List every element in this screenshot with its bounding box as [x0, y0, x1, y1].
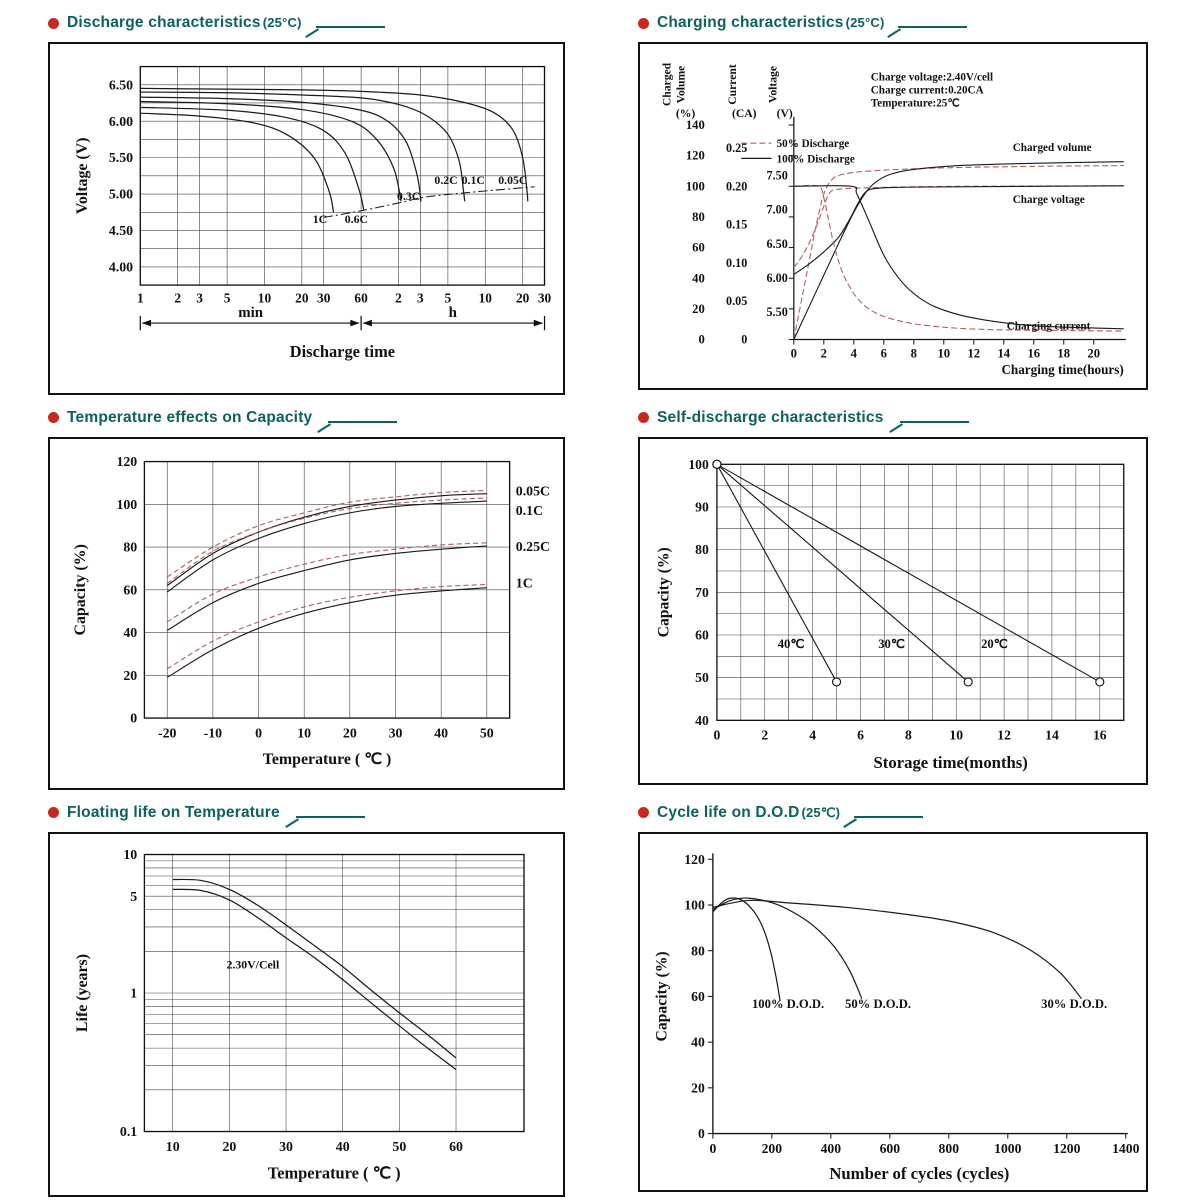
- svg-text:0.15: 0.15: [726, 217, 748, 232]
- svg-text:2: 2: [395, 290, 402, 306]
- header-rule-icon: [891, 410, 969, 426]
- svg-text:16: 16: [1092, 727, 1107, 743]
- title-suffix: (25°C): [845, 15, 885, 30]
- title-text: Discharge characteristics: [67, 14, 261, 31]
- svg-text:Capacity (%): Capacity (%): [655, 547, 673, 638]
- svg-text:100: 100: [116, 496, 138, 512]
- svg-text:60: 60: [692, 240, 705, 255]
- svg-text:Charge voltage:2.40V/cell: Charge voltage:2.40V/cell: [870, 71, 994, 84]
- svg-text:7.50: 7.50: [766, 168, 788, 183]
- svg-text:0: 0: [709, 1140, 717, 1156]
- svg-text:12: 12: [997, 727, 1011, 743]
- section-title-floating-life: [67, 804, 282, 822]
- cycle-life-chart-frame: [638, 832, 1148, 1192]
- section-title-self-discharge: [657, 409, 886, 427]
- section-header-temp-capacity: [48, 403, 565, 433]
- svg-text:12: 12: [967, 346, 981, 361]
- svg-text:10: 10: [257, 290, 272, 306]
- svg-text:3: 3: [196, 290, 203, 306]
- red-bullet-icon: [638, 807, 649, 818]
- section-header-cycle-life: [638, 798, 1148, 828]
- svg-text:1C: 1C: [312, 212, 328, 227]
- section-title-temp-capacity: [67, 409, 314, 427]
- svg-text:20: 20: [515, 290, 530, 306]
- svg-text:1400: 1400: [1112, 1140, 1140, 1156]
- svg-text:20: 20: [295, 290, 309, 306]
- svg-text:70: 70: [695, 584, 709, 600]
- svg-text:60: 60: [449, 1138, 463, 1154]
- svg-text:Charging time(hours): Charging time(hours): [1001, 361, 1124, 377]
- self-discharge-chart: [640, 439, 1146, 783]
- svg-text:4: 4: [850, 346, 857, 361]
- title-text: Charging characteristics: [657, 14, 844, 31]
- discharge-characteristics-chart: [50, 44, 563, 393]
- svg-text:Temperature ( ℃ ): Temperature ( ℃ ): [267, 1163, 401, 1183]
- svg-text:200: 200: [761, 1140, 783, 1156]
- charts-grid: [48, 8, 1150, 1197]
- svg-text:10: 10: [937, 346, 951, 361]
- svg-text:Temperature:25℃: Temperature:25℃: [870, 97, 960, 110]
- svg-text:4: 4: [809, 727, 817, 743]
- svg-text:Temperature ( ℃ ): Temperature ( ℃ ): [262, 751, 392, 769]
- svg-text:5: 5: [130, 888, 138, 904]
- self-discharge-chart-frame: [638, 437, 1148, 785]
- svg-text:50: 50: [695, 670, 709, 686]
- header-rule-icon: [889, 15, 967, 31]
- svg-text:800: 800: [938, 1140, 960, 1156]
- svg-text:20: 20: [1087, 346, 1101, 361]
- svg-text:Charged: Charged: [660, 62, 674, 107]
- svg-text:5: 5: [444, 290, 452, 306]
- svg-text:50% D.O.D.: 50% D.O.D.: [845, 996, 911, 1011]
- temp-capacity-chart-frame: [48, 437, 565, 790]
- svg-text:80: 80: [691, 942, 705, 958]
- svg-text:100: 100: [684, 897, 705, 913]
- svg-text:0: 0: [698, 332, 705, 347]
- svg-text:50: 50: [392, 1138, 407, 1154]
- svg-text:10: 10: [123, 846, 138, 862]
- header-rule-icon: [845, 805, 923, 821]
- svg-text:80: 80: [692, 209, 705, 224]
- svg-text:0.05C: 0.05C: [515, 483, 551, 499]
- red-bullet-icon: [48, 807, 59, 818]
- header-rule-icon: [287, 805, 365, 821]
- section-charging: [638, 8, 1148, 395]
- svg-text:90: 90: [695, 499, 709, 515]
- section-cycle-life: [638, 798, 1148, 1197]
- svg-text:Charged volume: Charged volume: [1012, 142, 1092, 155]
- svg-text:2.30V/Cell: 2.30V/Cell: [226, 957, 280, 972]
- svg-text:0.05C: 0.05C: [498, 172, 528, 187]
- svg-text:40: 40: [123, 625, 138, 641]
- floating-life-chart-frame: [48, 832, 565, 1197]
- svg-text:1000: 1000: [994, 1140, 1022, 1156]
- title-text: Floating life on Temperature: [67, 803, 280, 821]
- svg-text:60: 60: [695, 627, 709, 643]
- svg-text:16: 16: [1027, 346, 1041, 361]
- section-temp-capacity: [48, 403, 565, 790]
- section-floating-life: [48, 798, 565, 1197]
- svg-text:Volume: Volume: [674, 65, 688, 104]
- svg-text:Charging current: Charging current: [1006, 320, 1091, 333]
- svg-text:10: 10: [297, 725, 312, 741]
- svg-text:30: 30: [388, 725, 403, 741]
- svg-text:Storage time(months): Storage time(months): [873, 752, 1028, 772]
- svg-text:0.1: 0.1: [119, 1123, 138, 1139]
- svg-text:0: 0: [713, 727, 721, 743]
- svg-text:4.00: 4.00: [108, 259, 134, 275]
- svg-text:Capacity (%): Capacity (%): [71, 543, 89, 636]
- cycle-life-chart: [640, 834, 1146, 1190]
- svg-text:0.3C: 0.3C: [397, 188, 421, 203]
- svg-text:(CA): (CA): [731, 106, 757, 120]
- svg-text:6.00: 6.00: [766, 270, 788, 285]
- section-discharge: [48, 8, 565, 395]
- header-rule-icon: [307, 15, 385, 31]
- section-title-charging: [657, 14, 884, 32]
- svg-text:40: 40: [691, 1034, 705, 1050]
- section-header-floating-life: [48, 798, 565, 828]
- svg-text:20: 20: [691, 1080, 705, 1096]
- svg-text:30% D.O.D.: 30% D.O.D.: [1041, 996, 1108, 1011]
- svg-text:5.00: 5.00: [108, 186, 134, 202]
- svg-text:Charge voltage: Charge voltage: [1012, 193, 1085, 206]
- svg-text:60: 60: [354, 290, 368, 306]
- svg-text:8: 8: [904, 727, 912, 743]
- svg-text:2: 2: [174, 290, 182, 306]
- temperature-capacity-chart: [50, 439, 563, 788]
- title-text: Self-discharge characteristics: [657, 408, 884, 426]
- svg-text:20℃: 20℃: [981, 636, 1008, 651]
- floating-life-chart: [50, 834, 563, 1195]
- svg-text:0.6C: 0.6C: [344, 212, 369, 227]
- svg-text:80: 80: [695, 542, 709, 558]
- svg-text:100: 100: [685, 179, 705, 194]
- section-header-charging: [638, 8, 1148, 38]
- svg-text:Discharge time: Discharge time: [289, 341, 396, 361]
- svg-text:120: 120: [684, 851, 705, 867]
- svg-text:Life (years): Life (years): [73, 953, 91, 1032]
- svg-text:600: 600: [879, 1140, 901, 1156]
- section-header-discharge: [48, 8, 565, 38]
- svg-text:3: 3: [417, 290, 424, 306]
- svg-text:20: 20: [342, 725, 357, 741]
- svg-text:-20: -20: [157, 725, 177, 741]
- svg-text:6.00: 6.00: [108, 113, 134, 129]
- svg-text:14: 14: [1045, 727, 1059, 743]
- svg-text:Voltage (V): Voltage (V): [73, 137, 91, 215]
- svg-text:(%): (%): [675, 106, 696, 120]
- svg-text:0.1C: 0.1C: [461, 172, 485, 187]
- svg-text:Number of cycles (cycles): Number of cycles (cycles): [829, 1163, 1010, 1183]
- red-bullet-icon: [638, 18, 649, 29]
- svg-text:30: 30: [317, 290, 331, 306]
- svg-text:Current: Current: [726, 64, 740, 105]
- red-bullet-icon: [48, 18, 59, 29]
- svg-text:0: 0: [741, 332, 748, 347]
- svg-text:0: 0: [697, 1125, 705, 1141]
- svg-text:1C: 1C: [515, 575, 533, 591]
- svg-text:10: 10: [165, 1138, 180, 1154]
- svg-text:Charge current:0.20CA: Charge current:0.20CA: [870, 84, 984, 97]
- svg-text:10: 10: [478, 290, 492, 306]
- svg-text:0.2C: 0.2C: [434, 172, 458, 187]
- svg-text:18: 18: [1057, 346, 1071, 361]
- svg-text:-10: -10: [203, 725, 223, 741]
- red-bullet-icon: [48, 412, 59, 423]
- svg-text:40: 40: [335, 1138, 350, 1154]
- svg-text:0.25C: 0.25C: [515, 539, 551, 555]
- header-rule-icon: [319, 410, 397, 426]
- svg-text:120: 120: [116, 454, 138, 470]
- svg-text:100% Discharge: 100% Discharge: [776, 153, 855, 166]
- svg-text:20: 20: [222, 1138, 237, 1154]
- svg-text:6: 6: [857, 727, 864, 743]
- svg-text:60: 60: [123, 582, 138, 598]
- discharge-chart-frame: [48, 42, 565, 395]
- svg-text:10: 10: [949, 727, 964, 743]
- charging-chart-frame: [638, 42, 1148, 390]
- svg-text:min: min: [238, 304, 264, 321]
- svg-text:40: 40: [692, 271, 705, 286]
- svg-text:4.50: 4.50: [108, 223, 134, 239]
- svg-text:5: 5: [223, 290, 231, 306]
- svg-text:140: 140: [685, 118, 705, 133]
- title-text: Cycle life on D.O.D: [657, 803, 800, 821]
- svg-text:6: 6: [880, 346, 887, 361]
- section-title-discharge: [67, 14, 302, 32]
- red-bullet-icon: [638, 412, 649, 423]
- svg-text:80: 80: [123, 539, 138, 555]
- svg-text:Capacity (%): Capacity (%): [653, 951, 671, 1042]
- svg-text:120: 120: [685, 148, 705, 163]
- svg-text:(V): (V): [776, 106, 793, 120]
- svg-text:50% Discharge: 50% Discharge: [776, 138, 850, 151]
- svg-text:0.10: 0.10: [726, 255, 748, 270]
- title-suffix: (25℃): [801, 804, 841, 820]
- svg-text:1200: 1200: [1053, 1140, 1081, 1156]
- section-title-cycle-life: [657, 804, 840, 822]
- svg-text:0.1C: 0.1C: [515, 502, 544, 518]
- svg-text:2: 2: [761, 727, 769, 743]
- svg-text:30℃: 30℃: [878, 636, 906, 651]
- svg-text:14: 14: [997, 346, 1011, 361]
- svg-text:40: 40: [434, 725, 449, 741]
- svg-text:1: 1: [130, 985, 138, 1001]
- svg-text:0.20: 0.20: [726, 179, 748, 194]
- svg-text:30: 30: [537, 290, 552, 306]
- svg-text:400: 400: [820, 1140, 842, 1156]
- svg-text:h: h: [448, 304, 457, 321]
- svg-text:6.50: 6.50: [108, 77, 134, 93]
- svg-text:30: 30: [279, 1138, 293, 1154]
- svg-text:40℃: 40℃: [777, 636, 805, 651]
- svg-text:0: 0: [255, 725, 262, 741]
- charging-characteristics-chart: [640, 44, 1146, 388]
- svg-text:5.50: 5.50: [108, 150, 134, 166]
- svg-text:100% D.O.D.: 100% D.O.D.: [751, 996, 825, 1011]
- svg-text:0: 0: [130, 710, 138, 726]
- svg-text:100: 100: [688, 456, 709, 472]
- svg-text:5.50: 5.50: [766, 304, 788, 319]
- svg-text:1: 1: [136, 290, 144, 306]
- svg-text:0.05: 0.05: [726, 294, 748, 309]
- svg-text:Voltage: Voltage: [766, 65, 780, 103]
- svg-text:2: 2: [820, 346, 827, 361]
- svg-text:20: 20: [692, 301, 705, 316]
- svg-text:0: 0: [790, 346, 797, 361]
- svg-text:6.50: 6.50: [766, 236, 788, 251]
- svg-text:8: 8: [910, 346, 917, 361]
- svg-text:60: 60: [691, 988, 705, 1004]
- title-text: Temperature effects on Capacity: [67, 408, 313, 426]
- title-suffix: (25°C): [262, 15, 302, 30]
- svg-text:7.00: 7.00: [766, 202, 788, 217]
- svg-text:50: 50: [479, 725, 494, 741]
- section-self-discharge: [638, 403, 1148, 790]
- svg-text:0.25: 0.25: [726, 140, 748, 155]
- svg-text:20: 20: [123, 667, 138, 683]
- svg-text:40: 40: [695, 712, 709, 728]
- section-header-self-discharge: [638, 403, 1148, 433]
